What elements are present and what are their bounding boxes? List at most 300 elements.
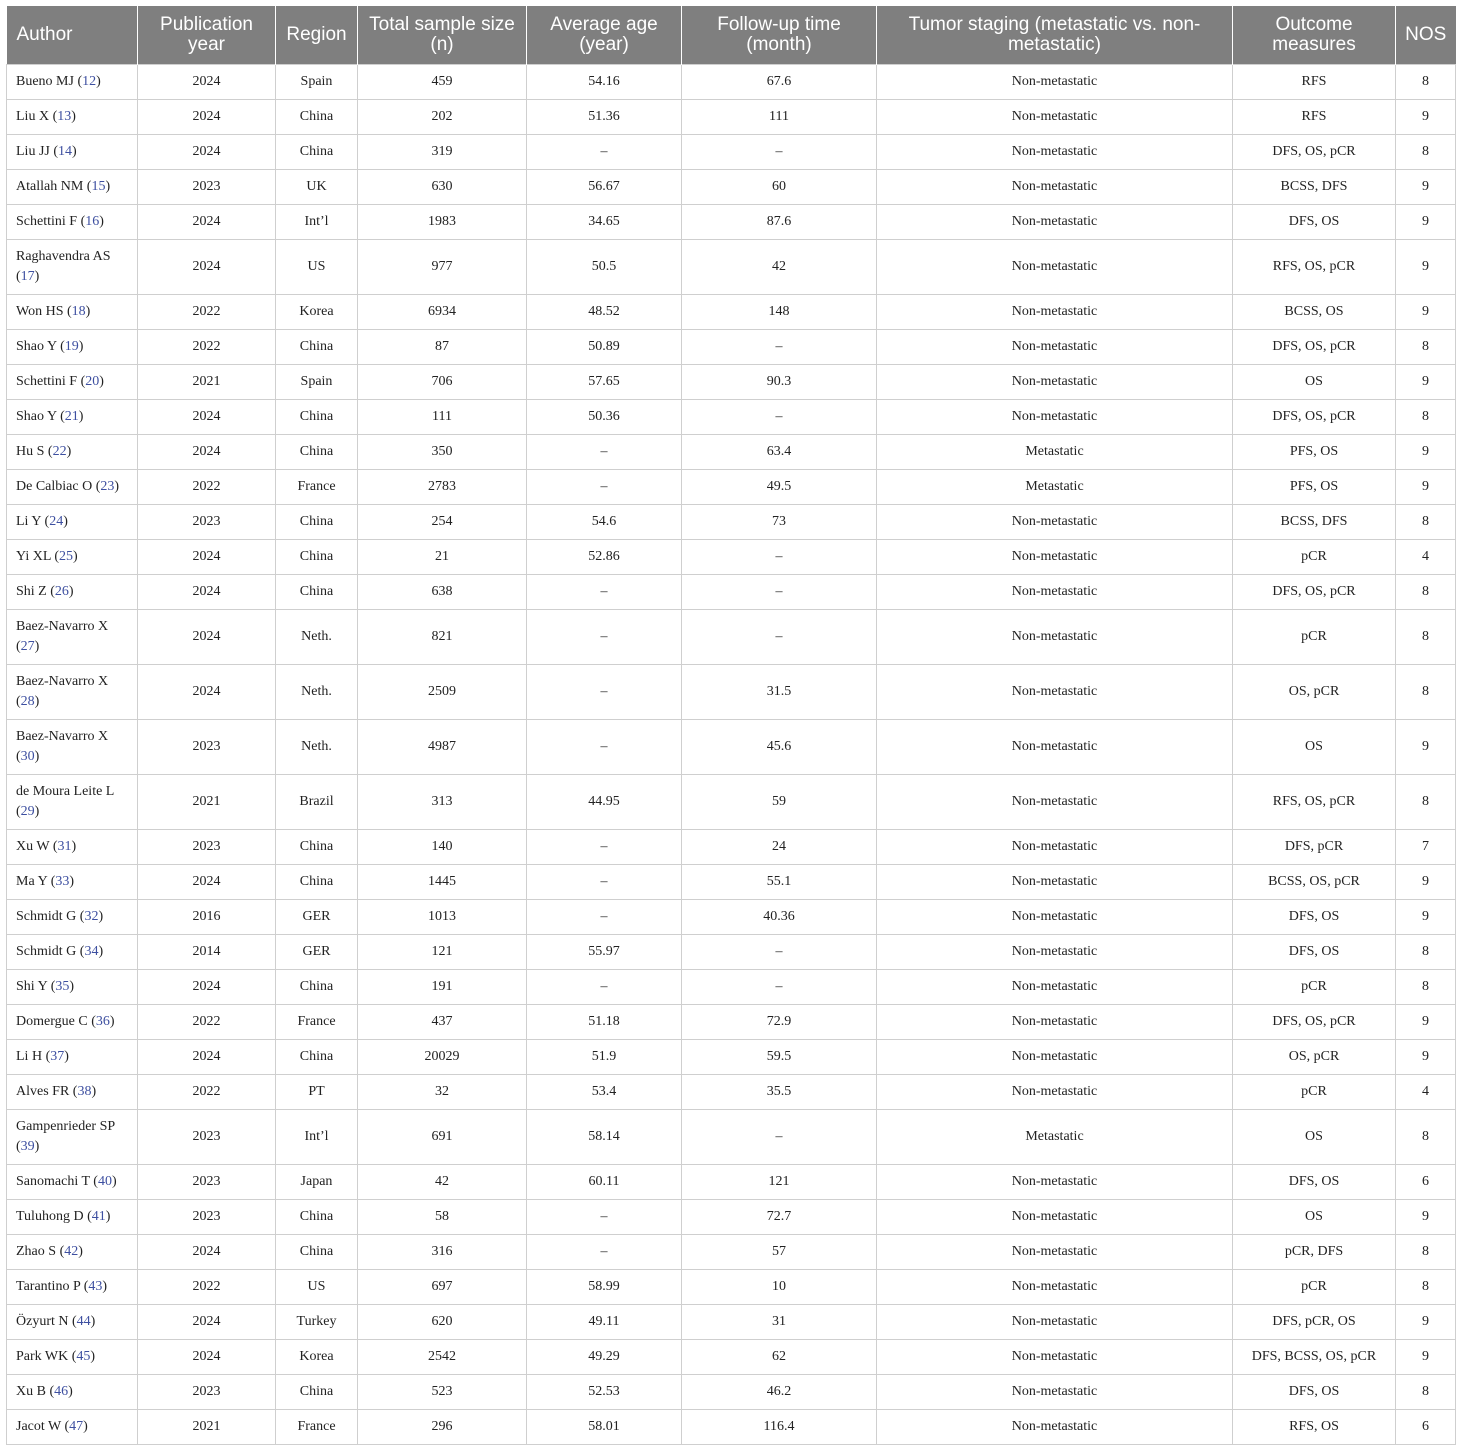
table-row <box>7 240 1456 295</box>
table-row <box>7 205 1456 240</box>
cell-average-age: 51.9 <box>527 1040 682 1075</box>
author-name: Liu JJ <box>16 144 50 159</box>
author-name: Domergue C <box>16 1014 88 1029</box>
cell-publication-year: 2021 <box>138 365 276 400</box>
author-name: Özyurt N <box>16 1314 69 1329</box>
reference-link[interactable]: 47 <box>69 1419 84 1434</box>
header-total-sample-size: Total sample size (n) <box>358 6 527 65</box>
cell-author: Shao Y (21) <box>7 400 138 435</box>
cell-region: China <box>276 505 358 540</box>
table-row <box>7 775 1456 830</box>
cell-region: Int’l <box>276 1110 358 1165</box>
cell-author: Alves FR (38) <box>7 1075 138 1110</box>
author-name: Won HS <box>16 304 64 319</box>
cell-average-age: – <box>527 1235 682 1270</box>
cell-publication-year: 2022 <box>138 470 276 505</box>
cell-total-sample-size: 313 <box>358 775 527 830</box>
cell-region: China <box>276 100 358 135</box>
cell-tumor-staging: Non-metastatic <box>877 65 1233 100</box>
cell-tumor-staging: Non-metastatic <box>877 1375 1233 1410</box>
cell-publication-year: 2023 <box>138 1165 276 1200</box>
cell-author: Yi XL (25) <box>7 540 138 575</box>
cell-region: China <box>276 970 358 1005</box>
cell-total-sample-size: 821 <box>358 610 527 665</box>
cell-publication-year: 2023 <box>138 830 276 865</box>
cell-follow-up-time: 45.6 <box>682 720 877 775</box>
cell-tumor-staging: Non-metastatic <box>877 1270 1233 1305</box>
cell-average-age: 48.52 <box>527 295 682 330</box>
cell-outcome-measures: pCR, DFS <box>1233 1235 1396 1270</box>
reference-link[interactable]: 30 <box>20 749 35 764</box>
cell-region: Korea <box>276 295 358 330</box>
cell-average-age: 55.97 <box>527 935 682 970</box>
cell-nos: 8 <box>1396 400 1456 435</box>
author-name: Shi Y <box>16 979 48 994</box>
cell-tumor-staging: Non-metastatic <box>877 1040 1233 1075</box>
cell-publication-year: 2022 <box>138 330 276 365</box>
reference-link[interactable]: 24 <box>49 514 64 529</box>
reference-link[interactable]: 44 <box>76 1314 91 1329</box>
cell-outcome-measures: DFS, OS <box>1233 1165 1396 1200</box>
author-name: de Moura Leite L <box>16 784 114 799</box>
author-name: Xu B <box>16 1384 46 1399</box>
cell-total-sample-size: 523 <box>358 1375 527 1410</box>
cell-outcome-measures: DFS, pCR <box>1233 830 1396 865</box>
cell-nos: 9 <box>1396 1340 1456 1375</box>
author-name: Baez-Navarro X <box>16 729 109 744</box>
cell-tumor-staging: Non-metastatic <box>877 505 1233 540</box>
cell-follow-up-time: – <box>682 610 877 665</box>
cell-follow-up-time: 121 <box>682 1165 877 1200</box>
table-row <box>7 365 1456 400</box>
cell-outcome-measures: DFS, OS, pCR <box>1233 575 1396 610</box>
reference-link[interactable]: 22 <box>52 444 67 459</box>
header-author: Author <box>7 6 138 65</box>
cell-publication-year: 2024 <box>138 575 276 610</box>
cell-total-sample-size: 42 <box>358 1165 527 1200</box>
table-row <box>7 610 1456 665</box>
reference-link[interactable]: 16 <box>85 214 100 229</box>
cell-nos: 9 <box>1396 900 1456 935</box>
cell-nos: 6 <box>1396 1410 1456 1445</box>
cell-average-age: 57.65 <box>527 365 682 400</box>
cell-publication-year: 2024 <box>138 1305 276 1340</box>
cell-outcome-measures: OS, pCR <box>1233 665 1396 720</box>
cell-region: China <box>276 435 358 470</box>
author-name: Li H <box>16 1049 43 1064</box>
cell-publication-year: 2024 <box>138 665 276 720</box>
reference-link[interactable]: 17 <box>20 269 35 284</box>
cell-tumor-staging: Non-metastatic <box>877 775 1233 830</box>
cell-follow-up-time: 73 <box>682 505 877 540</box>
cell-average-age: 52.53 <box>527 1375 682 1410</box>
cell-total-sample-size: 706 <box>358 365 527 400</box>
reference-link[interactable]: 20 <box>85 374 100 389</box>
cell-region: Int’l <box>276 205 358 240</box>
cell-author: Baez-Navarro X (28) <box>7 665 138 720</box>
cell-follow-up-time: 59 <box>682 775 877 830</box>
author-name: Xu W <box>16 839 50 854</box>
cell-nos: 8 <box>1396 65 1456 100</box>
cell-publication-year: 2023 <box>138 505 276 540</box>
cell-nos: 8 <box>1396 575 1456 610</box>
cell-total-sample-size: 254 <box>358 505 527 540</box>
table-row <box>7 295 1456 330</box>
cell-total-sample-size: 638 <box>358 575 527 610</box>
cell-region: Neth. <box>276 610 358 665</box>
cell-region: US <box>276 1270 358 1305</box>
cell-tumor-staging: Non-metastatic <box>877 610 1233 665</box>
cell-author: De Calbiac O (23) <box>7 470 138 505</box>
cell-total-sample-size: 691 <box>358 1110 527 1165</box>
table-row <box>7 1305 1456 1340</box>
cell-publication-year: 2021 <box>138 1410 276 1445</box>
table-row <box>7 505 1456 540</box>
author-name: Hu S <box>16 444 45 459</box>
cell-nos: 9 <box>1396 1200 1456 1235</box>
cell-outcome-measures: BCSS, OS, pCR <box>1233 865 1396 900</box>
cell-publication-year: 2023 <box>138 1375 276 1410</box>
cell-nos: 8 <box>1396 505 1456 540</box>
cell-tumor-staging: Non-metastatic <box>877 865 1233 900</box>
cell-total-sample-size: 296 <box>358 1410 527 1445</box>
cell-nos: 8 <box>1396 330 1456 365</box>
cell-author: Gampenrieder SP (39) <box>7 1110 138 1165</box>
cell-publication-year: 2024 <box>138 540 276 575</box>
cell-tumor-staging: Non-metastatic <box>877 1075 1233 1110</box>
cell-follow-up-time: – <box>682 135 877 170</box>
cell-tumor-staging: Non-metastatic <box>877 830 1233 865</box>
author-name: Atallah NM <box>16 179 84 194</box>
cell-author: Domergue C (36) <box>7 1005 138 1040</box>
cell-average-age: 49.11 <box>527 1305 682 1340</box>
cell-average-age: – <box>527 900 682 935</box>
cell-average-age: – <box>527 830 682 865</box>
header-nos: NOS <box>1396 6 1456 65</box>
cell-total-sample-size: 697 <box>358 1270 527 1305</box>
cell-outcome-measures: RFS, OS, pCR <box>1233 240 1396 295</box>
reference-link[interactable]: 12 <box>82 74 97 89</box>
reference-link[interactable]: 33 <box>55 874 70 889</box>
cell-region: China <box>276 540 358 575</box>
cell-publication-year: 2024 <box>138 100 276 135</box>
cell-average-age: 44.95 <box>527 775 682 830</box>
cell-follow-up-time: 40.36 <box>682 900 877 935</box>
cell-tumor-staging: Non-metastatic <box>877 240 1233 295</box>
author-name: Raghavendra AS <box>16 249 111 264</box>
table-row <box>7 665 1456 720</box>
cell-author: Tarantino P (43) <box>7 1270 138 1305</box>
reference-link[interactable]: 34 <box>84 944 99 959</box>
cell-publication-year: 2024 <box>138 240 276 295</box>
cell-nos: 9 <box>1396 205 1456 240</box>
reference-link[interactable]: 40 <box>97 1174 112 1189</box>
cell-author: Baez-Navarro X (27) <box>7 610 138 665</box>
table-row <box>7 100 1456 135</box>
cell-total-sample-size: 4987 <box>358 720 527 775</box>
cell-total-sample-size: 350 <box>358 435 527 470</box>
reference-link[interactable]: 26 <box>54 584 69 599</box>
cell-follow-up-time: 72.7 <box>682 1200 877 1235</box>
table-row <box>7 540 1456 575</box>
table-row <box>7 1040 1456 1075</box>
reference-link[interactable]: 13 <box>57 109 72 124</box>
reference-link[interactable]: 43 <box>88 1279 103 1294</box>
cell-publication-year: 2024 <box>138 1340 276 1375</box>
cell-follow-up-time: 31.5 <box>682 665 877 720</box>
cell-author: Raghavendra AS (17) <box>7 240 138 295</box>
cell-author: Jacot W (47) <box>7 1410 138 1445</box>
author-name: Park WK <box>16 1349 69 1364</box>
cell-tumor-staging: Non-metastatic <box>877 295 1233 330</box>
cell-publication-year: 2024 <box>138 135 276 170</box>
cell-author: Schmidt G (32) <box>7 900 138 935</box>
cell-tumor-staging: Non-metastatic <box>877 330 1233 365</box>
cell-tumor-staging: Non-metastatic <box>877 1165 1233 1200</box>
reference-link[interactable]: 28 <box>20 694 35 709</box>
cell-tumor-staging: Non-metastatic <box>877 400 1233 435</box>
cell-outcome-measures: DFS, OS <box>1233 205 1396 240</box>
cell-average-age: 50.36 <box>527 400 682 435</box>
cell-follow-up-time: – <box>682 575 877 610</box>
cell-publication-year: 2024 <box>138 610 276 665</box>
cell-outcome-measures: OS <box>1233 720 1396 775</box>
reference-link[interactable]: 15 <box>91 179 106 194</box>
cell-tumor-staging: Metastatic <box>877 435 1233 470</box>
cell-nos: 8 <box>1396 1375 1456 1410</box>
cell-follow-up-time: 62 <box>682 1340 877 1375</box>
author-name: Schettini F <box>16 374 78 389</box>
cell-average-age: – <box>527 470 682 505</box>
cell-total-sample-size: 620 <box>358 1305 527 1340</box>
author-name: Shao Y <box>16 339 57 354</box>
cell-nos: 9 <box>1396 720 1456 775</box>
cell-total-sample-size: 2783 <box>358 470 527 505</box>
reference-link[interactable]: 37 <box>50 1049 65 1064</box>
cell-total-sample-size: 58 <box>358 1200 527 1235</box>
cell-follow-up-time: 57 <box>682 1235 877 1270</box>
cell-average-age: 50.5 <box>527 240 682 295</box>
cell-outcome-measures: pCR <box>1233 1075 1396 1110</box>
cell-follow-up-time: 46.2 <box>682 1375 877 1410</box>
cell-tumor-staging: Non-metastatic <box>877 365 1233 400</box>
cell-total-sample-size: 1445 <box>358 865 527 900</box>
cell-outcome-measures: DFS, OS <box>1233 1375 1396 1410</box>
cell-outcome-measures: pCR <box>1233 1270 1396 1305</box>
cell-outcome-measures: OS, pCR <box>1233 1040 1396 1075</box>
cell-publication-year: 2024 <box>138 970 276 1005</box>
table-row <box>7 1375 1456 1410</box>
cell-follow-up-time: 35.5 <box>682 1075 877 1110</box>
cell-tumor-staging: Non-metastatic <box>877 1410 1233 1445</box>
reference-link[interactable]: 25 <box>59 549 74 564</box>
reference-link[interactable]: 19 <box>64 339 79 354</box>
reference-link[interactable]: 23 <box>100 479 115 494</box>
cell-region: China <box>276 1235 358 1270</box>
cell-follow-up-time: 49.5 <box>682 470 877 505</box>
cell-author: Sanomachi T (40) <box>7 1165 138 1200</box>
cell-follow-up-time: 10 <box>682 1270 877 1305</box>
cell-publication-year: 2024 <box>138 205 276 240</box>
cell-total-sample-size: 87 <box>358 330 527 365</box>
cell-tumor-staging: Non-metastatic <box>877 665 1233 720</box>
cell-follow-up-time: 63.4 <box>682 435 877 470</box>
cell-author: Ma Y (33) <box>7 865 138 900</box>
cell-follow-up-time: – <box>682 970 877 1005</box>
cell-average-age: – <box>527 610 682 665</box>
reference-link[interactable]: 18 <box>71 304 86 319</box>
cell-outcome-measures: DFS, OS, pCR <box>1233 1005 1396 1040</box>
cell-average-age: 52.86 <box>527 540 682 575</box>
reference-link[interactable]: 32 <box>84 909 99 924</box>
cell-follow-up-time: – <box>682 540 877 575</box>
reference-link[interactable]: 46 <box>54 1384 69 1399</box>
cell-tumor-staging: Metastatic <box>877 1110 1233 1165</box>
cell-tumor-staging: Non-metastatic <box>877 100 1233 135</box>
cell-author: Bueno MJ (12) <box>7 65 138 100</box>
cell-follow-up-time: 31 <box>682 1305 877 1340</box>
cell-publication-year: 2024 <box>138 435 276 470</box>
cell-nos: 8 <box>1396 1235 1456 1270</box>
cell-region: UK <box>276 170 358 205</box>
cell-follow-up-time: – <box>682 935 877 970</box>
cell-average-age: 49.29 <box>527 1340 682 1375</box>
author-name: Baez-Navarro X <box>16 674 109 689</box>
reference-link[interactable]: 14 <box>58 144 73 159</box>
cell-outcome-measures: RFS <box>1233 65 1396 100</box>
cell-nos: 4 <box>1396 1075 1456 1110</box>
cell-region: Neth. <box>276 665 358 720</box>
author-name: Liu X <box>16 109 50 124</box>
cell-follow-up-time: 90.3 <box>682 365 877 400</box>
reference-link[interactable]: 45 <box>76 1349 91 1364</box>
cell-outcome-measures: pCR <box>1233 540 1396 575</box>
studies-table <box>6 6 1456 1445</box>
cell-nos: 6 <box>1396 1165 1456 1200</box>
table-row <box>7 1270 1456 1305</box>
reference-link[interactable]: 42 <box>64 1244 79 1259</box>
cell-outcome-measures: DFS, OS <box>1233 935 1396 970</box>
cell-outcome-measures: pCR <box>1233 610 1396 665</box>
cell-average-age: – <box>527 435 682 470</box>
cell-region: GER <box>276 900 358 935</box>
author-name: Jacot W <box>16 1419 61 1434</box>
reference-link[interactable]: 41 <box>91 1209 106 1224</box>
table-row <box>7 470 1456 505</box>
reference-link[interactable]: 29 <box>20 804 35 819</box>
cell-total-sample-size: 630 <box>358 170 527 205</box>
cell-outcome-measures: RFS <box>1233 100 1396 135</box>
author-name: Alves FR <box>16 1084 70 1099</box>
cell-total-sample-size: 121 <box>358 935 527 970</box>
cell-publication-year: 2024 <box>138 865 276 900</box>
cell-region: Turkey <box>276 1305 358 1340</box>
cell-follow-up-time: 60 <box>682 170 877 205</box>
cell-author: Shi Y (35) <box>7 970 138 1005</box>
cell-outcome-measures: RFS, OS, pCR <box>1233 775 1396 830</box>
cell-nos: 9 <box>1396 1005 1456 1040</box>
cell-nos: 9 <box>1396 435 1456 470</box>
author-name: Baez-Navarro X <box>16 619 109 634</box>
cell-region: China <box>276 575 358 610</box>
cell-region: China <box>276 400 358 435</box>
cell-author: Baez-Navarro X (30) <box>7 720 138 775</box>
cell-nos: 9 <box>1396 240 1456 295</box>
reference-link[interactable]: 27 <box>20 639 35 654</box>
cell-outcome-measures: DFS, OS, pCR <box>1233 135 1396 170</box>
table-row <box>7 1165 1456 1200</box>
cell-follow-up-time: – <box>682 330 877 365</box>
cell-follow-up-time: 24 <box>682 830 877 865</box>
cell-nos: 9 <box>1396 100 1456 135</box>
cell-region: China <box>276 1040 358 1075</box>
cell-total-sample-size: 32 <box>358 1075 527 1110</box>
cell-nos: 9 <box>1396 865 1456 900</box>
table-row <box>7 900 1456 935</box>
header-average-age: Average age (year) <box>527 6 682 65</box>
cell-average-age: 60.11 <box>527 1165 682 1200</box>
table-row <box>7 435 1456 470</box>
author-name: Ma Y <box>16 874 48 889</box>
cell-tumor-staging: Non-metastatic <box>877 1005 1233 1040</box>
cell-nos: 9 <box>1396 470 1456 505</box>
header-follow-up-time: Follow-up time (month) <box>682 6 877 65</box>
cell-author: Liu JJ (14) <box>7 135 138 170</box>
cell-total-sample-size: 977 <box>358 240 527 295</box>
cell-nos: 9 <box>1396 295 1456 330</box>
cell-average-age: – <box>527 720 682 775</box>
cell-nos: 8 <box>1396 610 1456 665</box>
cell-nos: 8 <box>1396 970 1456 1005</box>
header-publication-year: Publication year <box>138 6 276 65</box>
cell-tumor-staging: Non-metastatic <box>877 205 1233 240</box>
cell-publication-year: 2024 <box>138 1235 276 1270</box>
cell-author: Hu S (22) <box>7 435 138 470</box>
cell-tumor-staging: Non-metastatic <box>877 1340 1233 1375</box>
cell-total-sample-size: 191 <box>358 970 527 1005</box>
cell-nos: 9 <box>1396 1040 1456 1075</box>
cell-region: France <box>276 470 358 505</box>
cell-author: Tuluhong D (41) <box>7 1200 138 1235</box>
cell-publication-year: 2021 <box>138 775 276 830</box>
cell-average-age: 58.14 <box>527 1110 682 1165</box>
reference-link[interactable]: 35 <box>55 979 70 994</box>
reference-link[interactable]: 36 <box>95 1014 110 1029</box>
cell-publication-year: 2022 <box>138 1270 276 1305</box>
reference-link[interactable]: 39 <box>20 1139 35 1154</box>
cell-total-sample-size: 111 <box>358 400 527 435</box>
cell-region: China <box>276 1200 358 1235</box>
cell-follow-up-time: 59.5 <box>682 1040 877 1075</box>
table-row <box>7 1200 1456 1235</box>
reference-link[interactable]: 31 <box>57 839 72 854</box>
table-row <box>7 1110 1456 1165</box>
cell-outcome-measures: DFS, OS <box>1233 900 1396 935</box>
cell-outcome-measures: PFS, OS <box>1233 470 1396 505</box>
cell-average-age: 54.6 <box>527 505 682 540</box>
cell-author: Schmidt G (34) <box>7 935 138 970</box>
reference-link[interactable]: 21 <box>64 409 79 424</box>
header-tumor-staging: Tumor staging (metastatic vs. non-metastatic) <box>877 6 1233 65</box>
cell-average-age: – <box>527 665 682 720</box>
author-name: Schmidt G <box>16 944 77 959</box>
cell-total-sample-size: 2542 <box>358 1340 527 1375</box>
table-row <box>7 575 1456 610</box>
cell-publication-year: 2022 <box>138 1005 276 1040</box>
cell-publication-year: 2024 <box>138 1040 276 1075</box>
cell-author: Won HS (18) <box>7 295 138 330</box>
reference-link[interactable]: 38 <box>77 1084 92 1099</box>
